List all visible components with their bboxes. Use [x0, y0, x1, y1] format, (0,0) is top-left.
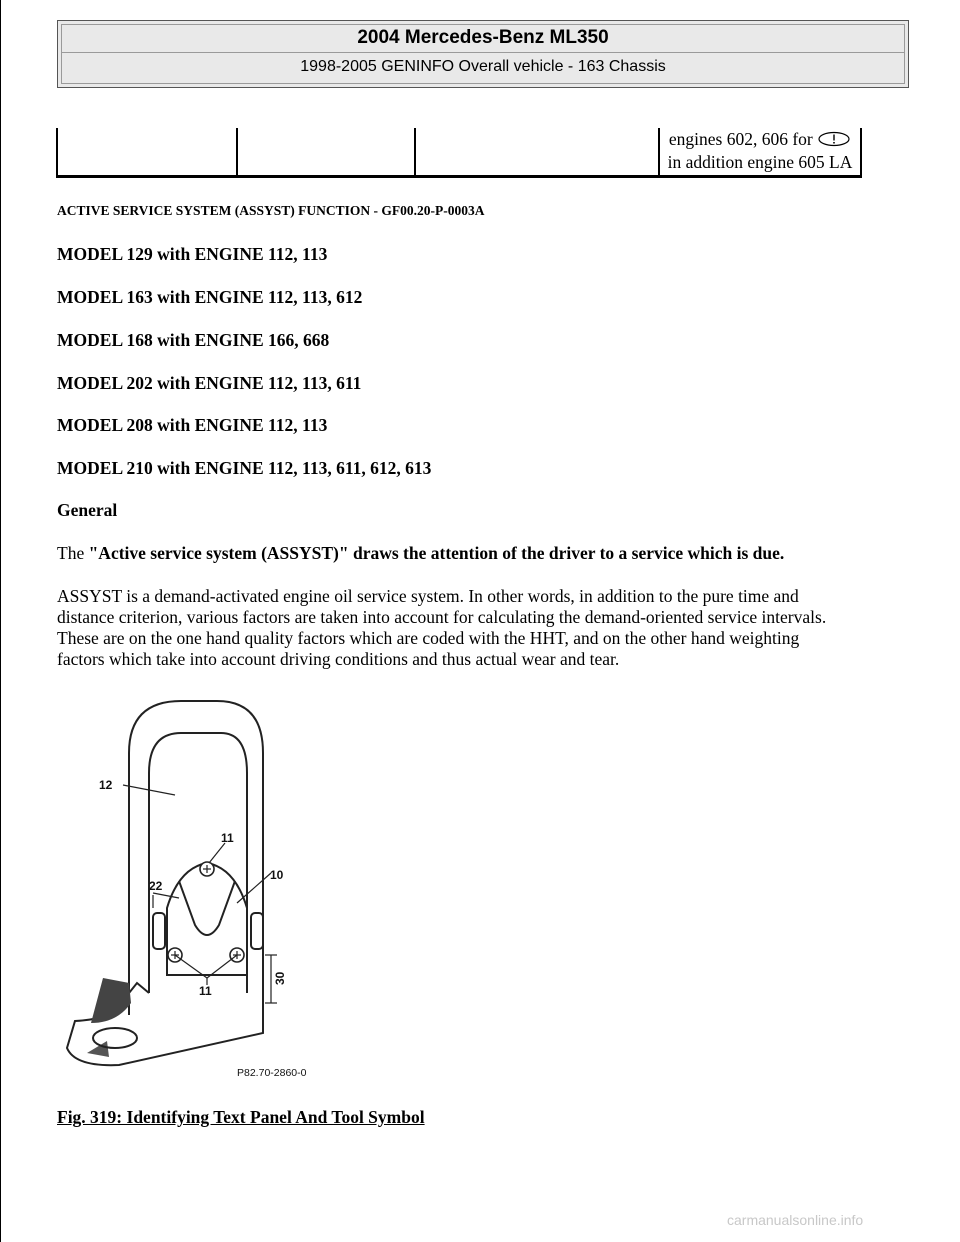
- callout-label: 12: [99, 778, 113, 792]
- intro-bold: "Active service system (ASSYST)" draws the attention of the driver to a service which is due.: [88, 543, 785, 563]
- table-cell-empty-2: [237, 128, 415, 177]
- page-left-border: [0, 0, 1, 1242]
- model-line: MODEL 208 with ENGINE 112, 113: [57, 415, 328, 435]
- figure-caption: Fig. 319: Identifying Text Panel And Tool Symbol: [57, 1107, 425, 1127]
- model-line: MODEL 163 with ENGINE 112, 113, 612: [57, 287, 363, 307]
- model-line: MODEL 202 with ENGINE 112, 113, 611: [57, 373, 362, 393]
- callout-label: 22: [149, 879, 163, 893]
- text-panel-diagram: [57, 693, 307, 1085]
- table-cell-engines: [659, 128, 861, 177]
- callout-label: 10: [270, 868, 284, 882]
- intro-prefix: The: [57, 543, 85, 563]
- body-line: distance criterion, various factors are taken into account for calculating the demand-oriented service intervals.: [57, 607, 827, 627]
- figure-code: P82.70-2860-03: [237, 1067, 307, 1079]
- header-divider: [62, 52, 904, 53]
- body-paragraph: [57, 586, 907, 670]
- callout-label: 30: [273, 971, 287, 985]
- model-line: MODEL 168 with ENGINE 166, 668: [57, 330, 330, 350]
- header-title: 2004 Mercedes-Benz ML350: [357, 27, 609, 48]
- table-cell-line2: in addition engine 605 LA: [667, 152, 853, 172]
- model-line: MODEL 129 with ENGINE 112, 113: [57, 244, 328, 264]
- intro-paragraph: [57, 543, 784, 564]
- table-cell-empty-3: [415, 128, 659, 177]
- table-cell-empty-1: [57, 128, 237, 177]
- body-line: These are on the one hand quality factors which are coded with the HHT, and on the other hand weighting: [57, 628, 800, 648]
- watermark: carmanualsonline.info: [727, 1212, 864, 1228]
- callout-label: 11: [221, 831, 234, 845]
- table-cell-line1: engines 602, 606 for: [668, 129, 813, 149]
- warning-oval-icon: [817, 131, 851, 152]
- table-row: [57, 128, 861, 177]
- engine-table-fragment: [56, 128, 862, 178]
- body-line: factors which take into account driving conditions and thus actual wear and tear.: [57, 649, 620, 669]
- body-line: ASSYST is a demand-activated engine oil service system. In other words, in addition to the pure time and: [57, 586, 799, 606]
- callout-label: 11: [199, 984, 212, 998]
- page-header: [57, 20, 909, 88]
- section-title: ACTIVE SERVICE SYSTEM (ASSYST) FUNCTION - GF00.20-P-0003A: [57, 203, 485, 218]
- model-line: MODEL 210 with ENGINE 112, 113, 611, 612, 613: [57, 458, 432, 478]
- general-heading: General: [57, 500, 118, 520]
- header-subtitle: 1998-2005 GENINFO Overall vehicle - 163 Chassis: [300, 58, 666, 75]
